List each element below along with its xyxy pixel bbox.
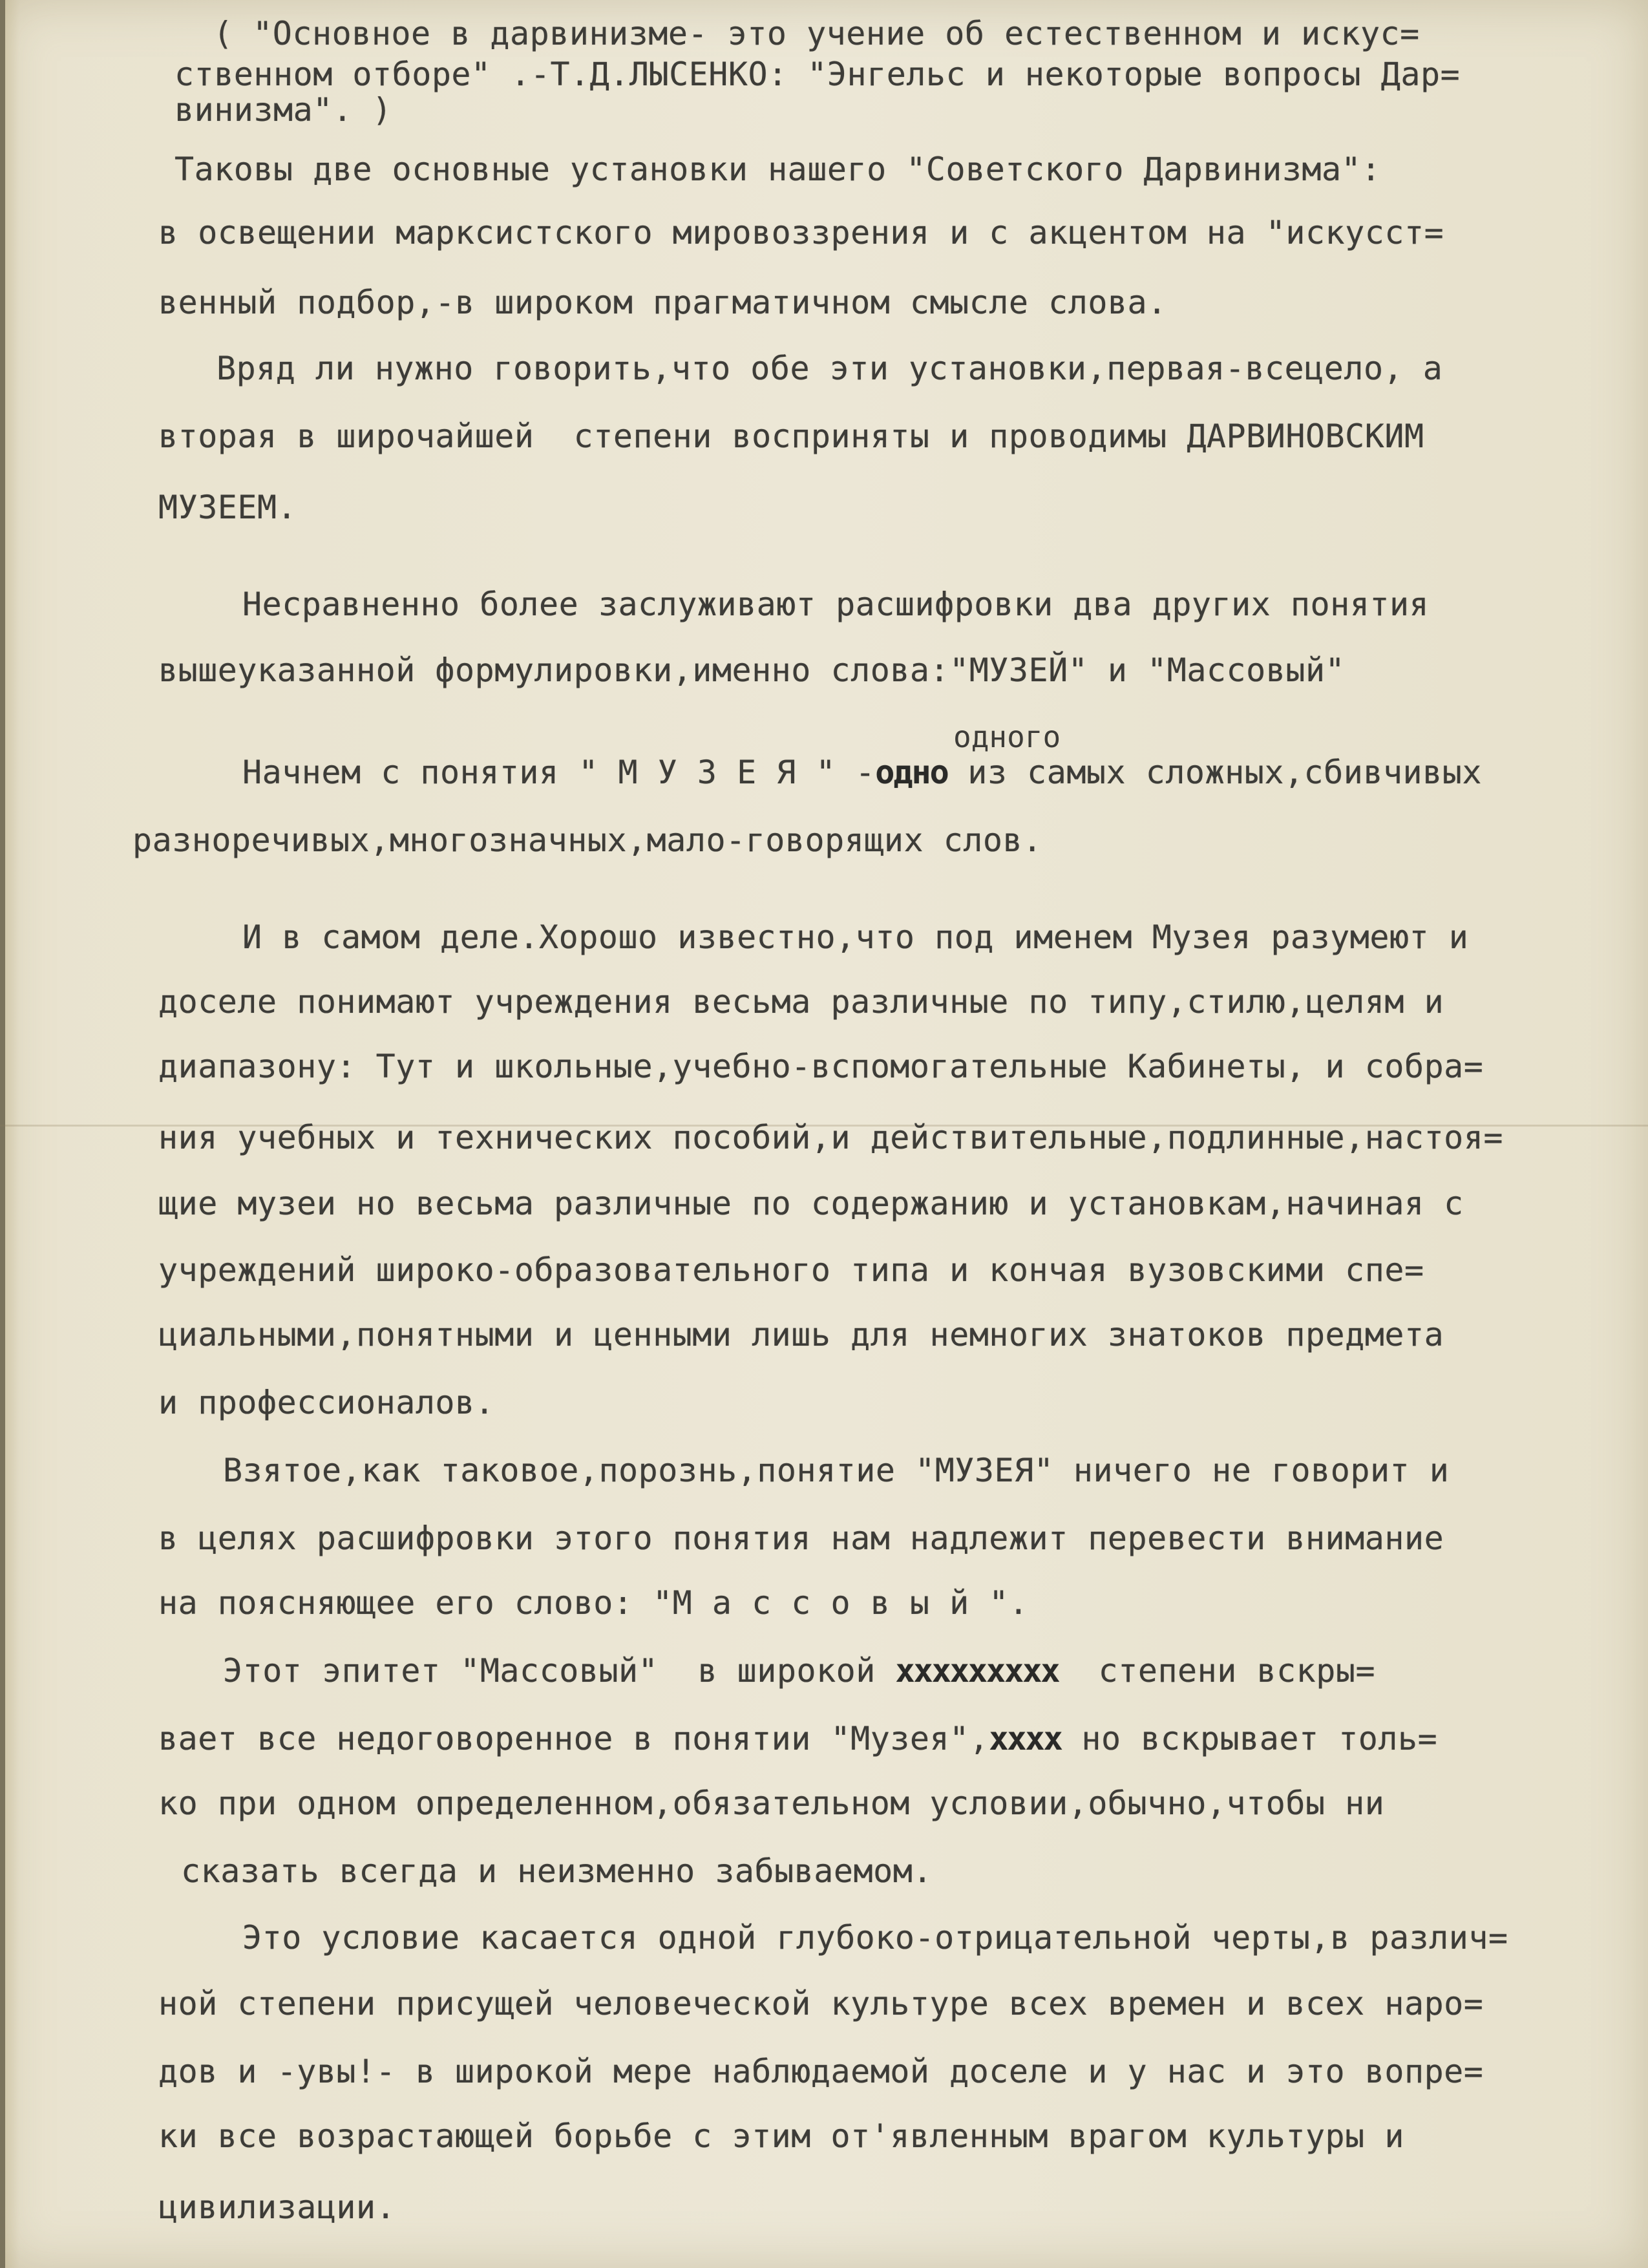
text-line: МУЗЕЕМ. [158,489,297,526]
text-line: диапазону: Тут и школьные,учебно-вспомогательные Кабинеты, и собра= [158,1048,1484,1085]
text-line: в освещении марксистского мировоззрения и с акцентом на "искусст= [158,214,1444,251]
struck-word: ххххххххх [895,1652,1059,1690]
handwritten-correction: одного [953,719,1061,754]
text-line: доселе понимают учреждения весьма различные по типу,стилю,целям и [158,983,1444,1021]
text-line: в целях расшифровки этого понятия нам надлежит перевести внимание [158,1520,1444,1557]
text-segment: но вскрывает толь= [1061,1720,1438,1757]
text-line: Несравненно более заслуживают расшифровки два других понятия [242,586,1430,623]
text-line: ( "Основное в дарвинизме- это учение об естественном и искус= [213,15,1420,52]
text-line: учреждений широко-образовательного типа и кончая вузовскими спе= [158,1251,1424,1289]
text-line: сказать всегда и неизменно забываемом. [181,1852,933,1890]
text-line: И в самом деле.Хорошо известно,что под именем Музея разумеют и [242,918,1469,956]
text-line [158,1719,1437,1758]
text-line: ственном отборе" .-Т.Д.ЛЫСЕНКО: "Энгельс и некоторые вопросы Дар= [174,56,1461,93]
text-line: щие музеи но весьма различные по содержанию и установкам,начиная с [158,1185,1464,1222]
text-line: разноречивых,многозначных,мало-говорящих слов. [132,821,1042,859]
text-line: ния учебных и технических пособий,и действительные,подлинные,настоя= [158,1119,1503,1156]
text-line: венный подбор,-в широком прагматичном смысле слова. [158,284,1167,321]
text-line: винизма". ) [174,91,392,129]
text-line: Это условие касается одной глубоко-отрицательной черты,в различ= [242,1919,1508,1956]
text-line: цивилизации. [158,2189,396,2226]
text-line: Взятое,как таковое,порознь,понятие "МУЗЕЯ" ничего не говорит и [223,1452,1450,1489]
text-segment: из самых сложных,сбивчивых [947,754,1482,791]
text-line: вышеуказанной формулировки,именно слова:"МУЗЕЙ" и "Массовый" [158,652,1346,689]
text-line: ки все возрастающей борьбе с этим от'явленным врагом культуры и [158,2117,1404,2155]
text-segment: Этот эпитет "Массовый" в широкой [223,1652,896,1690]
text-line: циальными,понятными и ценными лишь для немногих знатоков предмета [158,1316,1444,1353]
text-line: вторая в широчайшей степени восприняты и проводимы ДАРВИНОВСКИМ [158,418,1424,455]
text-line: ной степени присущей человеческой культуре всех времен и всех наро= [158,1985,1484,2022]
text-segment: степени вскры= [1059,1652,1376,1690]
page-left-edge [0,0,5,2268]
struck-word: хххх [989,1720,1062,1757]
text-line: дов и -увы!- в широкой мере наблюдаемой доселе и у нас и это вопре= [158,2053,1484,2090]
text-line: ко при одном определенном,обязательном условии,обычно,чтобы ни [158,1785,1385,1822]
text-line: Вряд ли нужно говорить,что обе эти установки,первая-всецело, а [217,350,1443,387]
struck-word: одно [875,754,948,791]
text-segment: вает все недоговоренное в понятии "Музея", [158,1720,989,1757]
text-line [223,1651,1375,1690]
text-line: Таковы две основные установки нашего "Советского Дарвинизма": [174,151,1381,188]
text-line [242,753,1482,792]
text-segment: Начнем с понятия " М У З Е Я " - [242,754,876,791]
text-line: на поясняющее его слово: "М а с с о в ы й ". [158,1584,1029,1622]
text-line: и профессионалов. [158,1384,495,1421]
